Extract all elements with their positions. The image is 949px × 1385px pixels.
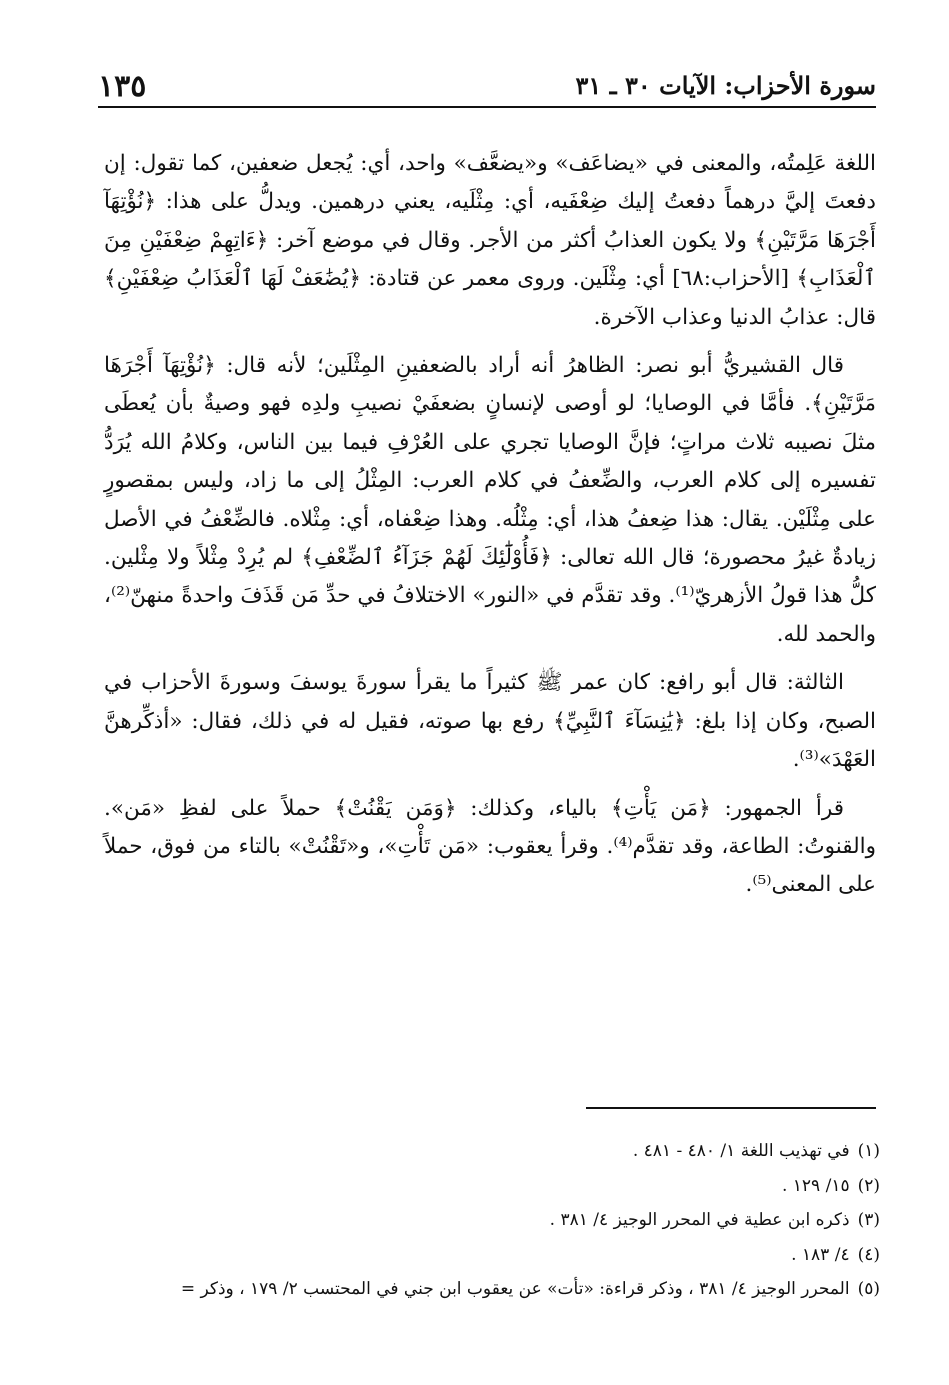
footnote-separator [586, 1107, 876, 1109]
footnote-number: (٤) [857, 1244, 880, 1265]
page-header [98, 62, 876, 108]
footnote-4 [104, 1238, 880, 1273]
footnote-number: (١) [857, 1141, 880, 1161]
footnotes [104, 1134, 880, 1307]
footnote-number: (٣) [857, 1210, 880, 1231]
footnote-2 [104, 1169, 880, 1204]
running-title: سورة الأحزاب: الآيات ٣٠ ـ ٣١ [575, 71, 876, 100]
footnote-text: المحرر الوجيز ٤/ ٣٨١ ، وذكر قراءة: «تأت» عن يعقوب ابن جني في المحتسب ٢/ ١٧٩ ، وذكر = [180, 1279, 850, 1300]
paragraph-2: قال القشيريُّ أبو نصر: الظاهرُ أنه أراد بالضعفينِ المِثْلَين؛ لأنه قال: ﴿نُؤْتِهَآ أَجْرَهَا مَرَّتَيْنِ﴾. فأمَّا في الوصايا؛ لو أوصى لإنسانٍ بضعفَيْ نصيبِ ولدِه فهو وصيةٌ بأن يُعطَى مثلَ نصيبه ثلاث مراتٍ؛ فإنَّ الوصايا تجري على العُرْفِ فيما بين الناس، وكلامُ الله يُرَدُّ تفسيره إلى كلام العرب، والضِّعفُ في كلام العرب: المِثْلُ إلى ما زاد، وليس بمقصورٍ على مِثْلَيْن. يقال: هذا ضِعفُ هذا، أي: مِثْلُه. وهذا ضِعْفاه، أي: مِثْلاه. فالضِّعْفُ في الأصل زيادةٌ غيرُ محصورة؛ قال الله تعالى: ﴿فَأُوْلَٰٓئِكَ لَهُمْ جَزَآءُ ٱلضِّعْفِ﴾ لم يُرِدْ مِثْلاً ولا مِثْلين. كلُّ هذا قولُ الأزهريّ⁽¹⁾. وقد تقدَّم في «النور» الاختلافُ في حدِّ مَن قَذَفَ واحدةً منهنّ⁽²⁾، والحمد لله. [104, 353, 876, 647]
paragraph-1: اللغة عَلِمتُه، والمعنى في «يضاعَف» و«يضعَّف» واحد، أي: يُجعل ضعفين، كما تقول: إن دفعتَ إليَّ درهماً دفعتُ إليك ضِعْفَيه، أي: مِثْلَيه، يعني درهمين. ويدلُّ على هذا: ﴿نُؤْتِهَآ أَجْرَهَا مَرَّتَيْنِ﴾ ولا يكون العذابُ أكثر من الأجر. وقال في موضع آخر: ﴿ءَاتِهِمْ ضِعْفَيْنِ مِنَ ٱلْعَذَابِ﴾ [الأحزاب:٦٨] أي: مِثْلَين. وروى معمر عن قتادة: ﴿يُضَٰعَفْ لَهَا ٱلْعَذَابُ ضِعْفَيْنِ﴾ قال: عذابُ الدنيا وعذاب الآخرة. [104, 151, 876, 330]
paragraph-3: الثالثة: قال أبو رافع: كان عمر ﷺ كثيراً ما يقرأ سورةَ يوسفَ وسورةَ الأحزاب في الصبح، وكان إذا بلغ: ﴿يَٰنِسَآءَ ٱلنَّبِيِّ﴾ رفع بها صوته، فقيل له في ذلك، فقال: «أذكِّرهنَّ العَهْدَ»⁽³⁾. [104, 670, 876, 773]
footnote-3 [104, 1203, 880, 1238]
footnote-5 [104, 1272, 880, 1307]
page-number: ١٣٥ [98, 69, 147, 104]
footnote-1 [104, 1134, 880, 1169]
main-text [104, 145, 876, 915]
footnote-number: (٢) [857, 1175, 880, 1196]
footnote-text: ذكره ابن عطية في المحرر الوجيز ٤/ ٣٨١ . [549, 1210, 850, 1231]
footnote-text: في تهذيب اللغة ١/ ٤٨٠ - ٤٨١ . [632, 1141, 850, 1161]
footnote-text: ١٥/ ١٢٩ . [781, 1175, 850, 1196]
paragraph-4: قرأ الجمهور: ﴿مَن يَأْتِ﴾ بالياء، وكذلك: ﴿وَمَن يَقْنُتْ﴾ حملاً على لفظِ «مَن». والقنوتُ: الطاعة، وقد تقدَّم⁽⁴⁾. وقرأ يعقوب: «مَن تَأْتِ»، و«تَقْنُتْ» بالتاء من فوق، حملاً على المعنى⁽⁵⁾. [104, 795, 876, 898]
footnote-number: (٥) [857, 1279, 880, 1300]
footnote-text: ٤/ ١٨٣ . [791, 1244, 850, 1265]
